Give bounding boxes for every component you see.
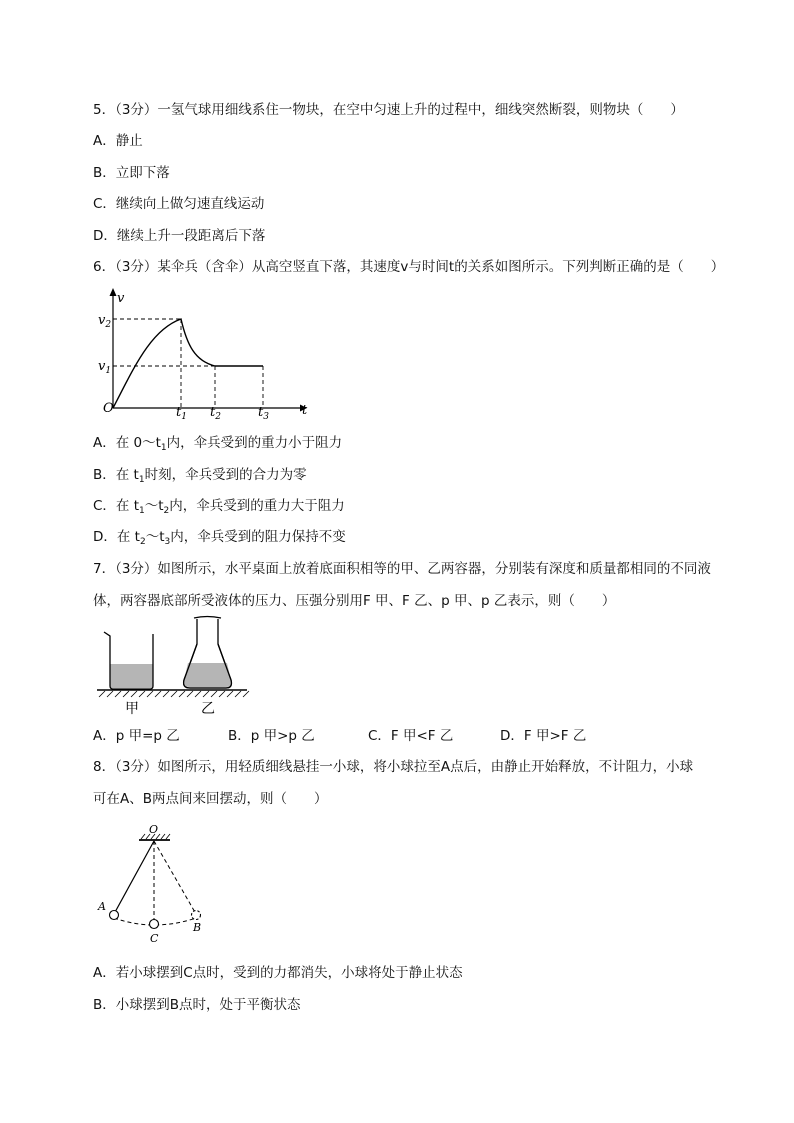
- q7-option-a: A．p 甲=p 乙: [93, 728, 180, 744]
- point-a-label: A: [98, 900, 106, 913]
- v1-label: $v_1$: [98, 359, 112, 376]
- containers-figure: [95, 614, 255, 719]
- axis-v-label: v: [117, 291, 125, 306]
- container-a-label: 甲: [125, 701, 139, 717]
- q8-stem-line1: 8．（3分）如图所示，用轻质细线悬挂一小球，将小球拉至A点后，由静止开始释放，不计阻力，小球: [93, 759, 694, 775]
- q5-stem: 5．（3分）一氢气球用细线系住一物块，在空中匀速上升的过程中，细线突然断裂，则物块（ ）: [93, 102, 684, 118]
- axis-t-label: t: [302, 403, 308, 418]
- q7-stem-line1: 7．（3分）如图所示，水平桌面上放着底面积相等的甲、乙两容器，分别装有深度和质量都相同的不同液: [93, 561, 711, 577]
- v2-label: $v_2$: [98, 313, 112, 330]
- point-b-label: B: [193, 921, 202, 934]
- origin-label: O: [103, 401, 114, 416]
- q5-option-d: D．继续上升一段距离后下落: [93, 228, 266, 244]
- point-o-label: O: [149, 823, 159, 836]
- pendulum-figure: [95, 820, 220, 948]
- q6-option-b: B．在 $t_1$时刻，伞兵受到的合力为零: [93, 467, 307, 485]
- q6-option-c: C．在 $t_1\sim t_2$内，伞兵受到的重力大于阻力: [93, 498, 345, 516]
- t3-label: $t_3$: [258, 405, 269, 422]
- t1-label: $t_1$: [176, 405, 187, 422]
- q6-option-a: A．在 $0\sim t_1$内，伞兵受到的重力小于阻力: [93, 435, 343, 453]
- q8-stem-line2: 可在A、B两点间来回摆动，则（ ）: [93, 791, 328, 807]
- q8-option-b: B．小球摆到B点时，处于平衡状态: [93, 997, 301, 1013]
- point-c-label: C: [150, 932, 159, 945]
- q6-stem: 6．（3分）某伞兵（含伞）从高空竖直下落，其速度v与时间t的关系如图所示。下列判断正确的是（ ）: [93, 259, 725, 275]
- container-b-label: 乙: [201, 701, 215, 717]
- q7-option-c: C．F 甲<F 乙: [368, 728, 454, 744]
- q7-option-d: D．F 甲>F 乙: [500, 728, 587, 744]
- q7-stem-line2: 体，两容器底部所受液体的压力、压强分别用F 甲、F 乙、p 甲、p 乙表示，则（ ）: [93, 593, 616, 609]
- velocity-time-graph: [95, 285, 315, 420]
- q6-option-d: D．在 $t_2\sim t_3$内，伞兵受到的阻力保持不变: [93, 529, 346, 547]
- t2-label: $t_2$: [210, 405, 221, 422]
- q7-option-b: B．p 甲>p 乙: [228, 728, 315, 744]
- q5-option-c: C．继续向上做匀速直线运动: [93, 196, 265, 212]
- q5-option-a: A．静止: [93, 133, 143, 149]
- q5-option-b: B．立即下落: [93, 165, 170, 181]
- q8-option-a: A．若小球摆到C点时，受到的力都消失，小球将处于静止状态: [93, 965, 463, 981]
